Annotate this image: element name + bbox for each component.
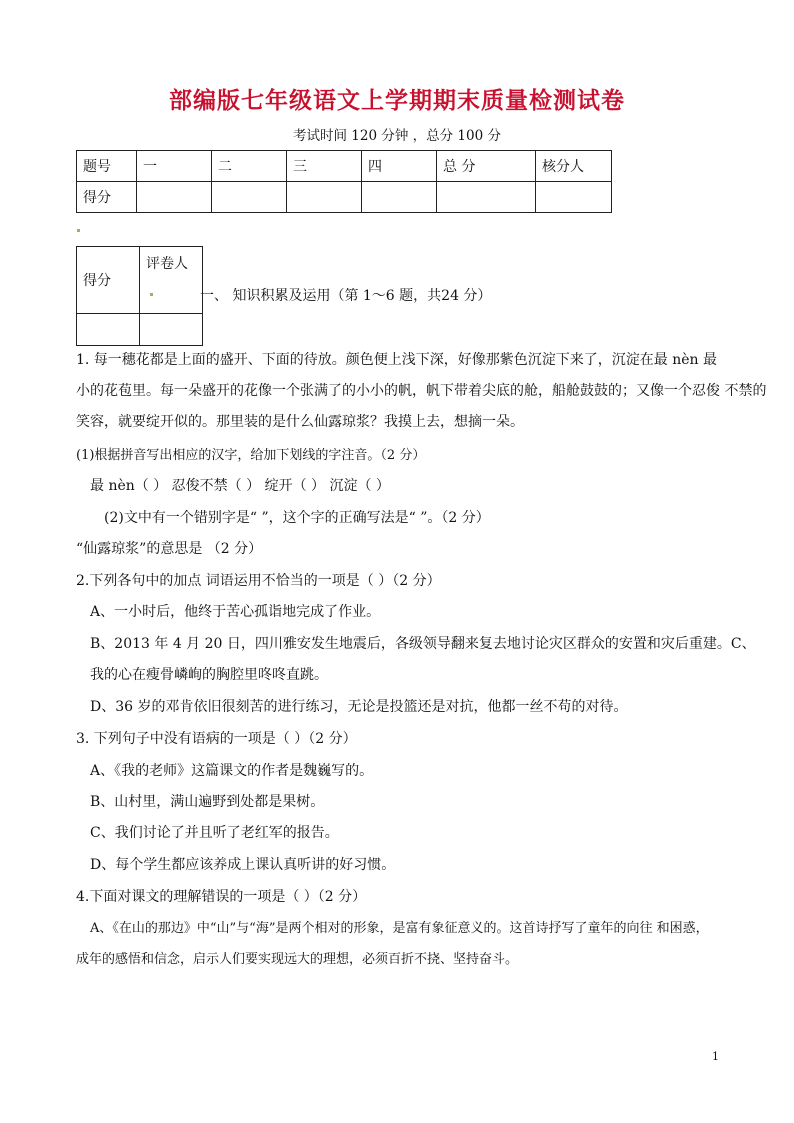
score-table-cell: 三 (287, 151, 362, 182)
q2-option-c[interactable]: 我的心在瘦骨嶙峋的胸腔里咚咚直跳。 (90, 667, 328, 683)
score-input-cell[interactable] (137, 182, 212, 213)
q1-sub1: (1)根据拼音写出相应的汉字，给加下划线的字注音。（2 分） (76, 448, 426, 463)
score-input-cell[interactable] (212, 182, 287, 213)
q2-stem: 2.下列各句中的加点 词语运用不恰当的一项是（ ）（2 分） (76, 573, 441, 589)
score-table-cell: 核分人 (536, 151, 612, 182)
score-input-cell[interactable] (287, 182, 362, 213)
grader-name-input[interactable] (140, 314, 203, 346)
exam-info: 考试时间 120 分钟 ，总分 100 分 (293, 128, 501, 144)
page-number: 1 (712, 1050, 719, 1063)
grader-label-text: 评卷人 (146, 256, 188, 272)
q1-passage-line: 笑容，就要绽开似的。那里装的是什么仙露琼浆？我摸上去，想摘一朵。 (76, 414, 524, 430)
q2-option-b[interactable]: B、2013 年 4 月 20 日，四川雅安发生地震后，各级领导翻来复去地讨论灾区群众的安置和灾后重建。C、 (90, 636, 756, 652)
score-table (76, 150, 612, 213)
score-table-cell: 四 (362, 151, 437, 182)
score-table-header-row (77, 151, 612, 182)
q4-option-a-line[interactable]: A、《在山的那边》中“山”与“海”是两个相对的形象，是富有象征意义的。这首诗抒写了童年的向往 和困惑， (90, 921, 709, 936)
q1-sub1-blanks[interactable]: 最 nèn（ ） 忍俊不禁（ ） 绽开（ ） 沉淀（ ） (90, 478, 390, 494)
score-input-cell[interactable] (437, 182, 536, 213)
score-table-cell: 题号 (77, 151, 137, 182)
q1-passage-line: 小的花苞里。每一朵盛开的花像一个张满了的小小的帆，帆下带着尖底的舱，船舱鼓鼓的；又像一个忍俊 不禁的 (76, 383, 767, 399)
q3-option-a[interactable]: A、《我的老师》这篇课文的作者是魏巍写的。 (90, 763, 374, 779)
q2-option-d[interactable]: D、36 岁的邓肯依旧很刻苦的进行练习，无论是投篮还是对抗，他都一丝不苟的对待。 (90, 699, 628, 715)
score-table-cell: 总 分 (437, 151, 536, 182)
q4-stem: 4.下面对课文的理解错误的一项是（ ）（2 分） (76, 889, 367, 905)
q3-stem: 3. 下列句子中没有语病的一项是（ ）（2 分） (76, 731, 357, 747)
section-heading: 一、 知识积累及运用（第 1～6 题，共24 分） (200, 288, 492, 304)
q3-option-c[interactable]: C、我们讨论了并且听了老红军的报告。 (90, 825, 339, 841)
q1-passage-line: 1. 每一穗花都是上面的盛开、下面的待放。颜色便上浅下深，好像那紫色沉淀下来了，沉淀在最 nèn 最 (76, 352, 718, 368)
q3-option-b[interactable]: B、山村里，满山遍野到处都是果树。 (90, 794, 325, 810)
score-table-cell: 一 (137, 151, 212, 182)
score-input-cell[interactable] (536, 182, 612, 213)
q3-option-d[interactable]: D、每个学生都应该养成上课认真听讲的好习惯。 (90, 857, 396, 873)
margin-mark (150, 293, 153, 296)
margin-mark (77, 229, 80, 232)
grader-name-label (140, 247, 203, 314)
q4-option-a-line[interactable]: 成年的感悟和信念，启示人们要实现远大的理想，必须百折不挠、坚持奋斗。 (76, 952, 519, 967)
grader-score-input[interactable] (77, 314, 140, 346)
score-input-cell[interactable] (362, 182, 437, 213)
grader-box (76, 246, 203, 346)
q1-sub3[interactable]: “仙露琼浆”的意思是 （2 分） (76, 541, 263, 557)
score-table-score-row (77, 182, 612, 213)
q2-option-a[interactable]: A、一小时后，他终于苦心孤诣地完成了作业。 (90, 604, 381, 620)
q1-sub2[interactable]: (2)文中有一个错别字是“ ”，这个字的正确写法是“ ”。（2 分） (104, 510, 490, 526)
grader-score-label: 得分 (77, 247, 140, 314)
page-title: 部编版七年级语文上学期期末质量检测试卷 (169, 88, 625, 114)
score-table-cell: 二 (212, 151, 287, 182)
score-table-cell: 得分 (77, 182, 137, 213)
